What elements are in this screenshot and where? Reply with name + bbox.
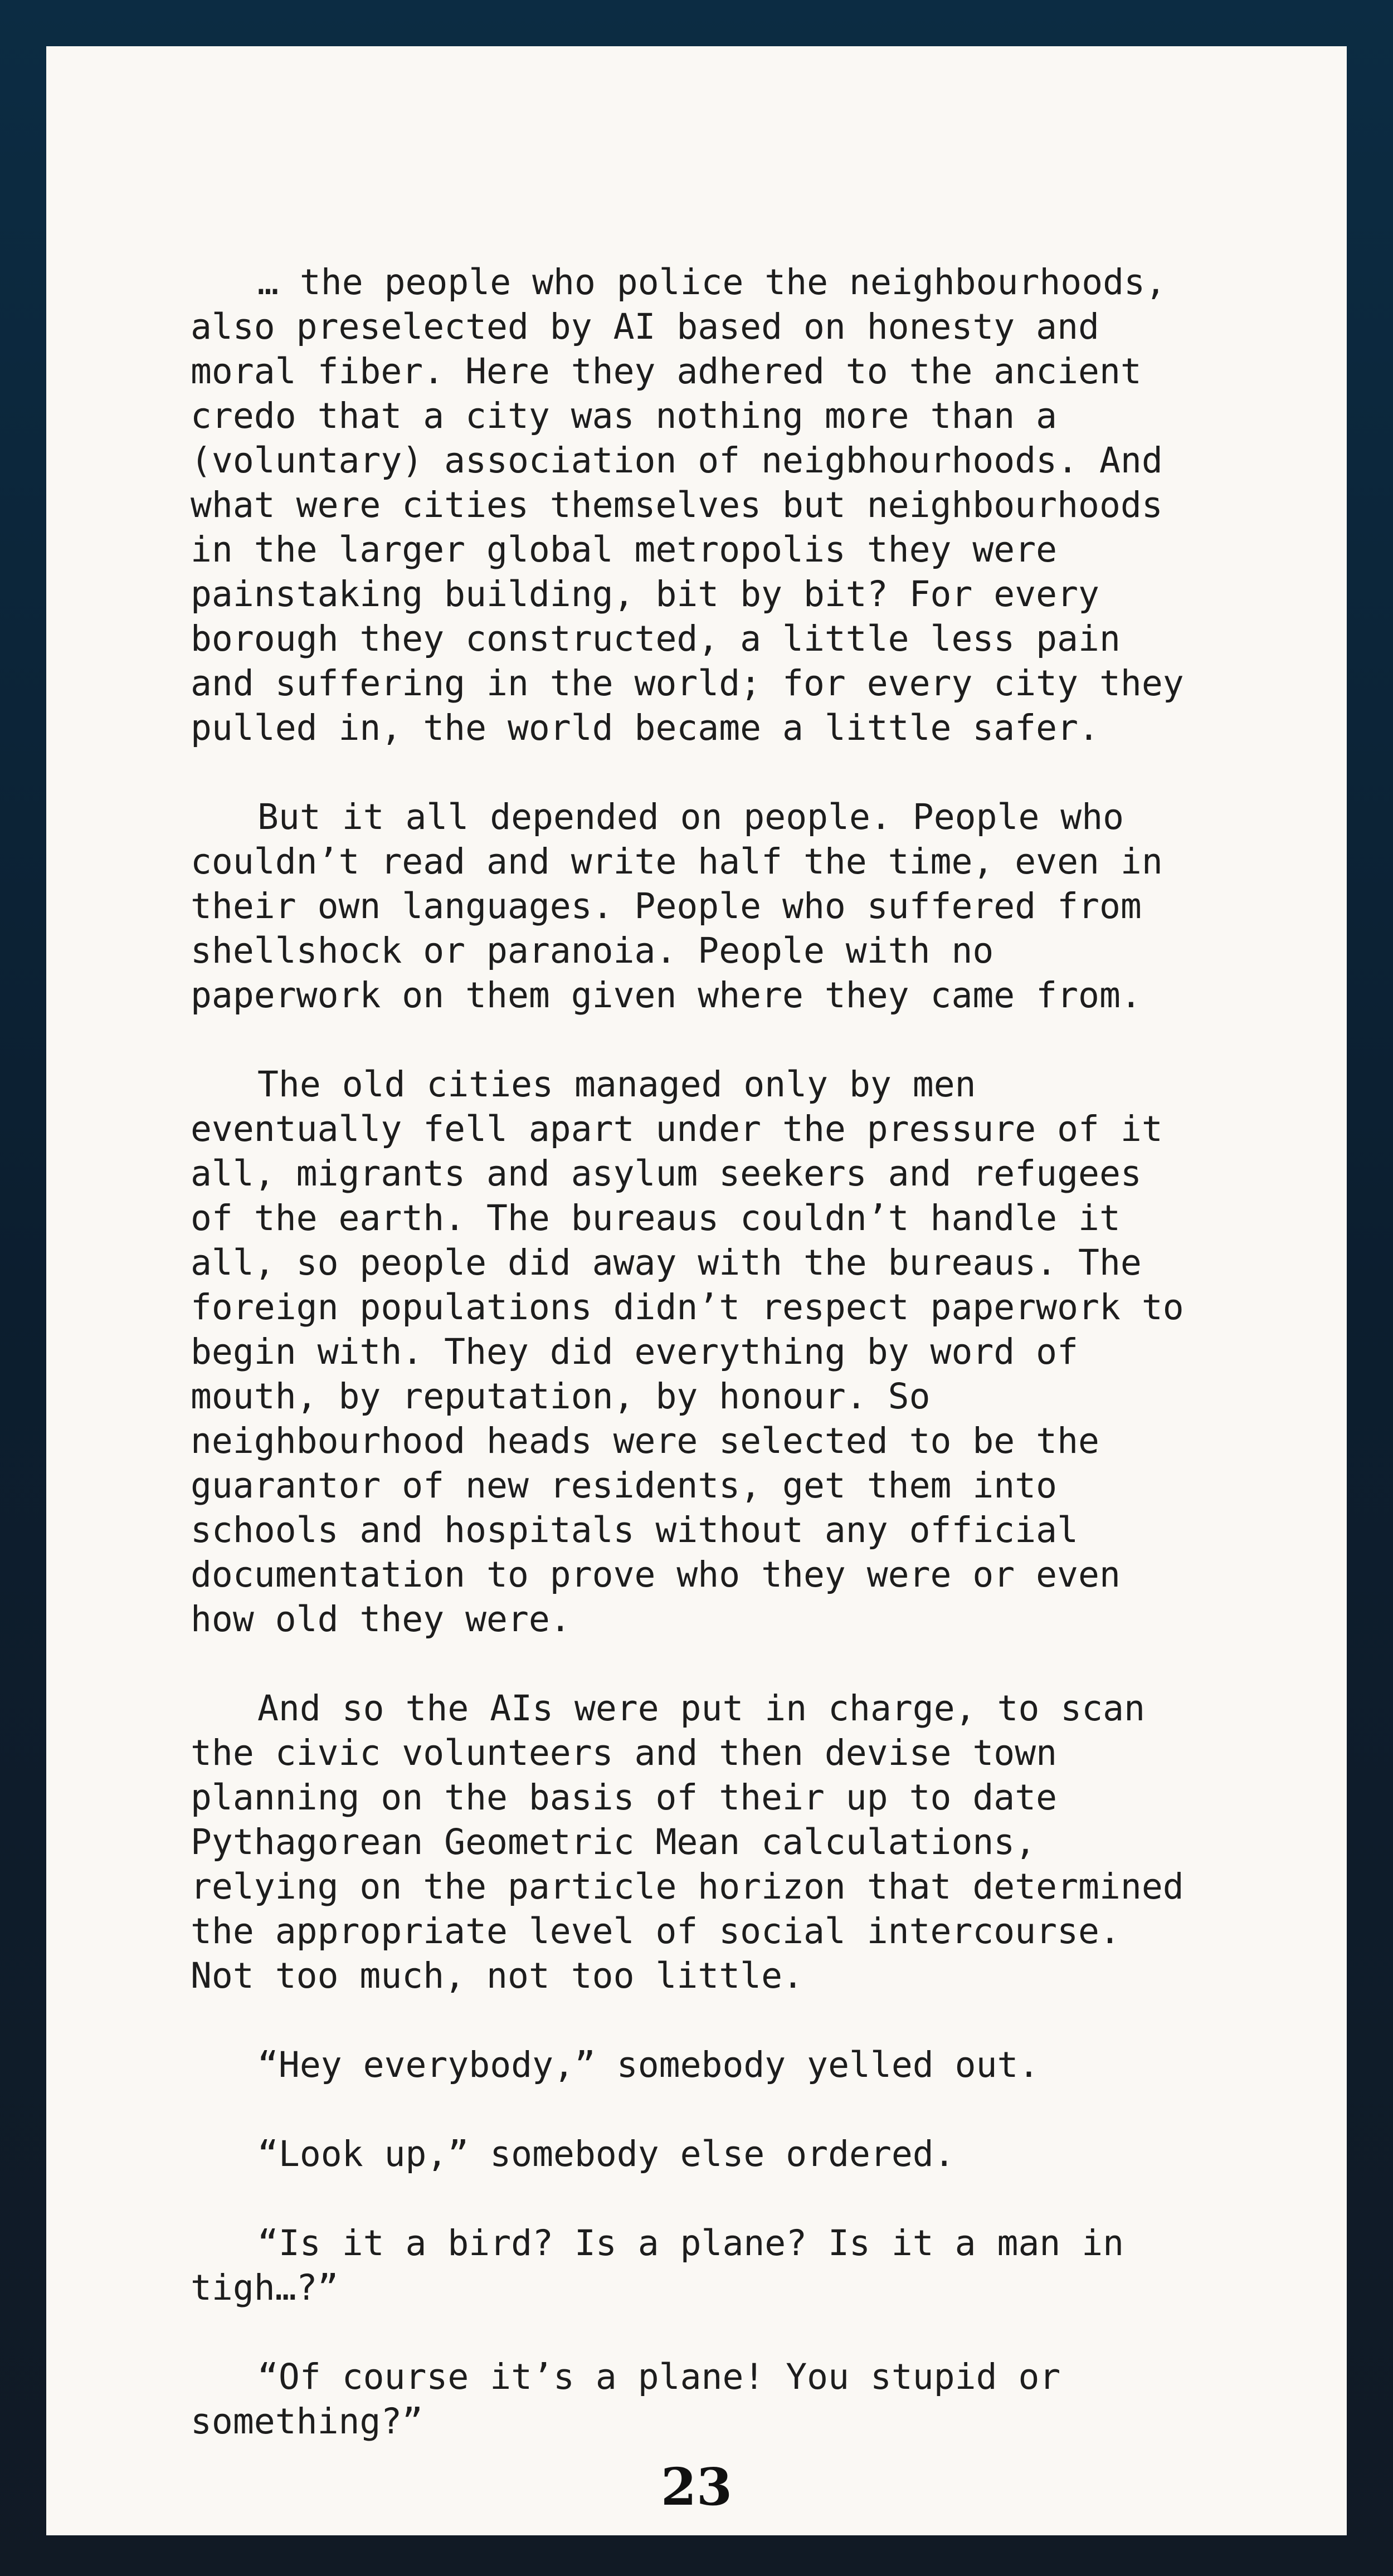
text-line: how old they were. [191,1599,571,1640]
text-line: what were cities themselves but neighbourhoods [191,485,1163,525]
text-line: foreign populations didn’t respect paperwork to [191,1287,1184,1328]
text-line: moral fiber. Here they adhered to the ancient [191,351,1142,392]
text-line: credo that a city was nothing more than a [191,396,1058,436]
body-text [191,260,1238,2444]
text-line: all, so people did away with the bureaus. The [191,1242,1142,1283]
page-number: 23 [660,2457,733,2517]
text-line: planning on the basis of their up to date [191,1777,1058,1818]
text-line: of the earth. The bureaus couldn’t handle it [191,1198,1121,1238]
text-line: Not too much, not too little. [191,1955,803,1996]
text-line: also preselected by AI based on honesty and [191,306,1099,347]
text-line: “Of course it’s a plane! You stupid or [257,2357,1061,2397]
text-line: and suffering in the world; for every city they [191,663,1184,704]
text-line: “Is it a bird? Is a plane? Is it a man in [257,2223,1124,2263]
paragraph [191,2221,1238,2310]
text-line: their own languages. People who suffered from [191,886,1142,926]
text-line: The old cities managed only by men [257,1064,976,1105]
text-line: Pythagorean Geometric Mean calculations, [191,1822,1036,1862]
text-line: couldn’t read and write half the time, even in [191,841,1163,882]
text-line: eventually fell apart under the pressure of it [191,1109,1163,1149]
book-page [46,46,1347,2535]
text-line: tigh…?” [191,2267,339,2308]
paragraph [191,1686,1238,1998]
text-line: mouth, by reputation, by honour. So [191,1376,931,1417]
text-line: schools and hospitals without any official [191,1510,1079,1550]
paragraph [191,1062,1238,1642]
text-line: begin with. They did everything by word of [191,1331,1079,1372]
text-line: “Hey everybody,” somebody yelled out. [257,2045,1040,2085]
text-line: “Look up,” somebody else ordered. [257,2134,955,2174]
text-line: pulled in, the world became a little safer. [191,708,1099,748]
paragraph [191,795,1238,1018]
text-line: And so the AIs were put in charge, to scan [257,1688,1146,1729]
text-line: documentation to prove who they were or even [191,1554,1121,1595]
text-line: … the people who police the neighbourhoods, [257,262,1166,303]
text-line: shellshock or paranoia. People with no [191,930,994,971]
text-line: guarantor of new residents, get them into [191,1465,1058,1506]
paragraph [191,2132,1238,2177]
text-line: (voluntary) association of neigbhourhoods. And [191,440,1163,481]
text-line: paperwork on them given where they came from. [191,975,1142,1016]
text-line: But it all depended on people. People who [257,797,1124,837]
text-line: the civic volunteers and then devise town [191,1733,1058,1773]
text-line: neighbourhood heads were selected to be the [191,1421,1099,1461]
paragraph [191,2043,1238,2087]
paragraph [191,260,1238,750]
text-line: relying on the particle horizon that determined [191,1866,1184,1907]
text-line: painstaking building, bit by bit? For every [191,574,1099,614]
text-line: borough they constructed, a little less pain [191,618,1121,659]
text-line: something?” [191,2401,423,2442]
text-line: all, migrants and asylum seekers and refugees [191,1153,1142,1194]
text-line: in the larger global metropolis they were [191,529,1058,570]
text-line: the appropriate level of social intercourse. [191,1911,1121,1951]
paragraph [191,2355,1238,2444]
